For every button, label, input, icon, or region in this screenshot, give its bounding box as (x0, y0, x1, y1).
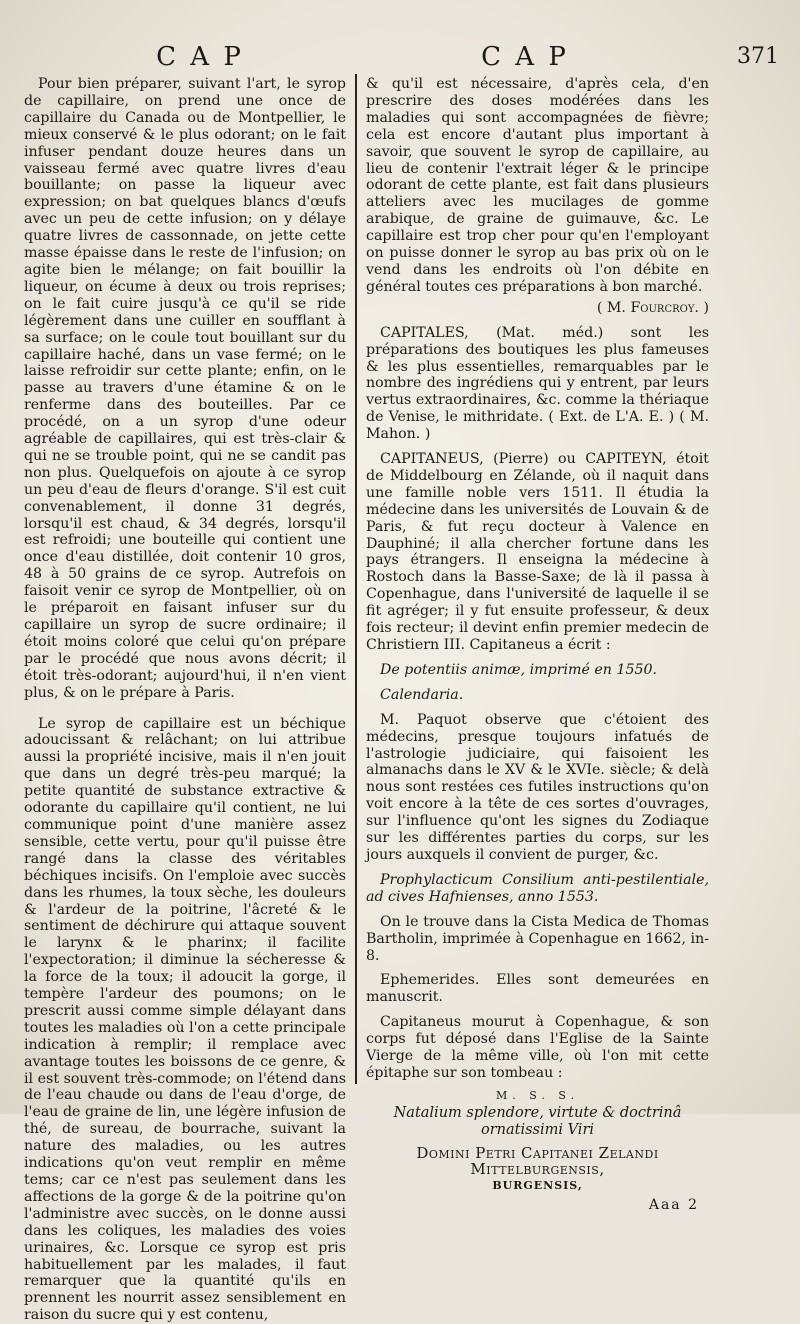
paragraph-paquot: M. Paquot observe que c'étoient des médecins, presque toujours infatués de l'astrologie judiciaire, qui faisoient les almanachs dans le XV & le XVIe. siècle; & delà nous sont restées ces futiles instructions qu'on voit encore à la tête de ces sortes d'ouvrages, sur l'influence qu'ont les signes du Zodiaque sur les différentes parties du corps, sur les jours auxquels il convient de purger, &c. (366, 711, 709, 863)
paragraph-continuation: & qu'il est nécessaire, d'après cela, d'en prescrire des doses modérées dans les maladies qui sont accompagnées de fièvre; cela est encore d'autant plus important à savoir, que souvent le syrop de capillaire, au lieu de contenir l'extrait léger & le principe odorant de cette plante, est fait dans plusieurs atteliers avec les mucilages de gomme arabique, de graine de guimauve, &c. Le capillaire est trop cher pour qu'en l'employant on puisse donner le syrop au bas prix où on le vend dans les endroits où l'on débite en général toutes ces préparations à bon marché. (366, 76, 709, 295)
epitaph-line: ornatissimi Viri (480, 1121, 595, 1138)
paragraph-death: Capitaneus mourut à Copenhague, & son corps fut déposé dans l'Eglise de la Sainte Vierge de la même ville, où l'on mit cette épitaphe sur son tombeau : (366, 1014, 709, 1081)
epitaph-name: Domini Petri Capitanei Zelandi Mittelburgensis, (416, 1143, 659, 1179)
right-column (366, 76, 709, 1214)
paragraph-syrup-properties: Le syrop de capillaire est un béchique adoucissant & relâchant; on lui attribue aussi la propriété incisive, mais il n'en jouit que dans un degré très-peu marqué; la petite quantité de substance extractive & odorante du capillaire qu'il contient, ne lui communique point d'une manière assez sensible, cette vertu, pour qu'il puisse être rangé dans la classe des véritables béchiques incisifs. On l'emploie avec succès dans les rhumes, la toux sèche, les douleurs & l'ardeur de la poitrine, l'âcreté & le sentiment de déchirure qui attaque souvent le larynx & le pharinx; il facilite l'expectoration; il diminue la sécheresse & la force de la toux; il adoucit la gorge, il tempère l'ardeur des poumons; on le prescrit aussi comme simple délayant dans toutes les maladies où l'on a cette principale indication à remplir; il remplace avec avantage toutes les boissons de ce genre, & il est souvent très-commode; on l'étend dans de l'eau chaude ou dans de l'eau d'orge, de l'eau de graine de lin, une légère infusion de thé, de sureau, de bourrache, suivant la nature des maladies, ou les autres indications qu'on veut remplir en même tems; car ce n'est pas seulement dans les affections de la gorge & de la poitrine qu'on l'administre avec succès, on le donne aussi dans les coliques, les maladies des voies urinaires, &c. Lorsque ce syrop est pris habituellement par les malades, il faut remarquer que la quantité qu'ils en prennent les nourrit assez sensiblement en raison du sucre qui y est contenu, (24, 715, 346, 1324)
paragraph-syrup-preparation: Pour bien préparer, suivant l'art, le syrop de capillaire, on prend une once de capillaire du Canada ou de Montpellier, le mieux conservé & le plus odorant; on le fait infuser pendant douze heures dans un vaisseau fermé avec quatre livres d'eau bouillante; on passe la liqueur avec expression; on bat quelques blancs d'œufs avec un peu de cette infusion; on y délaye quatre livres de cassonnade, on jette cette masse épaisse dans le reste de l'infusion; on agite bien le mélange; on fait bouillir la liqueur, on écume à deux ou trois reprises; on le fait cuire jusqu'à ce qu'il se ride légèrement dans une cuiller en soufflant à sa surface; on le coule tout bouillant sur du capillaire haché, dans un vase fermé; on le laisse refroidir sur cette plante; enfin, on le passe au travers d'une étamine & on le renferme dans des bouteilles. Par ce procédé, on a un syrop d'une odeur agréable de capillaires, qui est très-clair & qui ne se trouble point, qui ne se candit pas non plus. Quelquefois on ajoute à ce syrop un peu d'eau de fleurs d'orange. S'il est cuit convenablement, il donne 31 degrés, lorsqu'il est chaud, & 34 degrés, lorsqu'il est refroidi; une bouteille qui contient une once d'eau distillée, doit contenir 10 gros, 48 à 50 grains de ce syrop. Autrefois on faisoit venir ce syrop de Montpellier, où on le préparoit en faisant infuser sur du capillaire un syrop de sucre ordinaire; il étoit moins coloré que celui qu'on prépare par le procédé que nous avons décrit; il étoit très-odorant; aujourd'hui, il n'en vient plus, & on le prépare à Paris. (24, 76, 346, 701)
running-head-right: C A P (481, 42, 569, 72)
left-column (24, 76, 346, 1324)
citation-de-potentiis: De potentiis animæ, imprimé en 1550. (380, 661, 658, 678)
entry-capitaneus: CAPITANEUS, (Pierre) ou CAPITEYN, étoit de Middelbourg en Zélande, où il naquit dans une famille noble vers 1511. Il étudia la médecine dans les universités de Louvain & de Paris, & fut reçu docteur à Valence en Dauphiné; il alla chercher fortune dans les pays étrangers. Il enseigna la médecine à Rostoch dans la Basse-Saxe; de là il passa à Copenhague, dans l'université de laquelle il se fit agréger; il y fut ensuite professeur, & deux fois recteur; il devint enfin premier medecin de Christiern III. Capitaneus a écrit : (366, 451, 709, 653)
page-number: 371 (737, 44, 779, 69)
author-signature-fourcroy: ( M. Fourcroy. ) (596, 299, 709, 316)
epitaph-origin: BURGENSIS, (492, 1179, 583, 1193)
entry-capitales: CAPITALES, (Mat. méd.) sont les préparations des boutiques les plus fameuses & les plus essentielles, remarquables par le nombre des ingrédiens qui y entrent, par leurs vertus extraordinaires, &c. comme la thériaque de Venise, le mithridate. ( Ext. de L'A. E. ) ( M. Mahon. ) (366, 324, 709, 443)
running-head-left: C A P (156, 42, 244, 72)
citation-calendaria: Calendaria. (380, 686, 464, 703)
citation-prophylacticum: Prophylacticum Consilium anti-pestilentiale, ad cives Hafnienses, anno 1553. (366, 871, 709, 905)
paragraph-bartholin: On le trouve dans la Cista Medica de Thomas Bartholin, imprimée à Copenhague en 1662, in-8. (366, 913, 709, 964)
paragraph-ephemerides: Ephemerides. Elles sont demeurées en manuscrit. (366, 972, 709, 1006)
signature-mark: Aaa 2 (648, 1197, 699, 1214)
epitaph-line: Natalium splendore, virtute & doctrinâ (393, 1104, 682, 1121)
epitaph-heading: M. S. S. (495, 1088, 580, 1102)
column-divider (355, 74, 357, 1084)
